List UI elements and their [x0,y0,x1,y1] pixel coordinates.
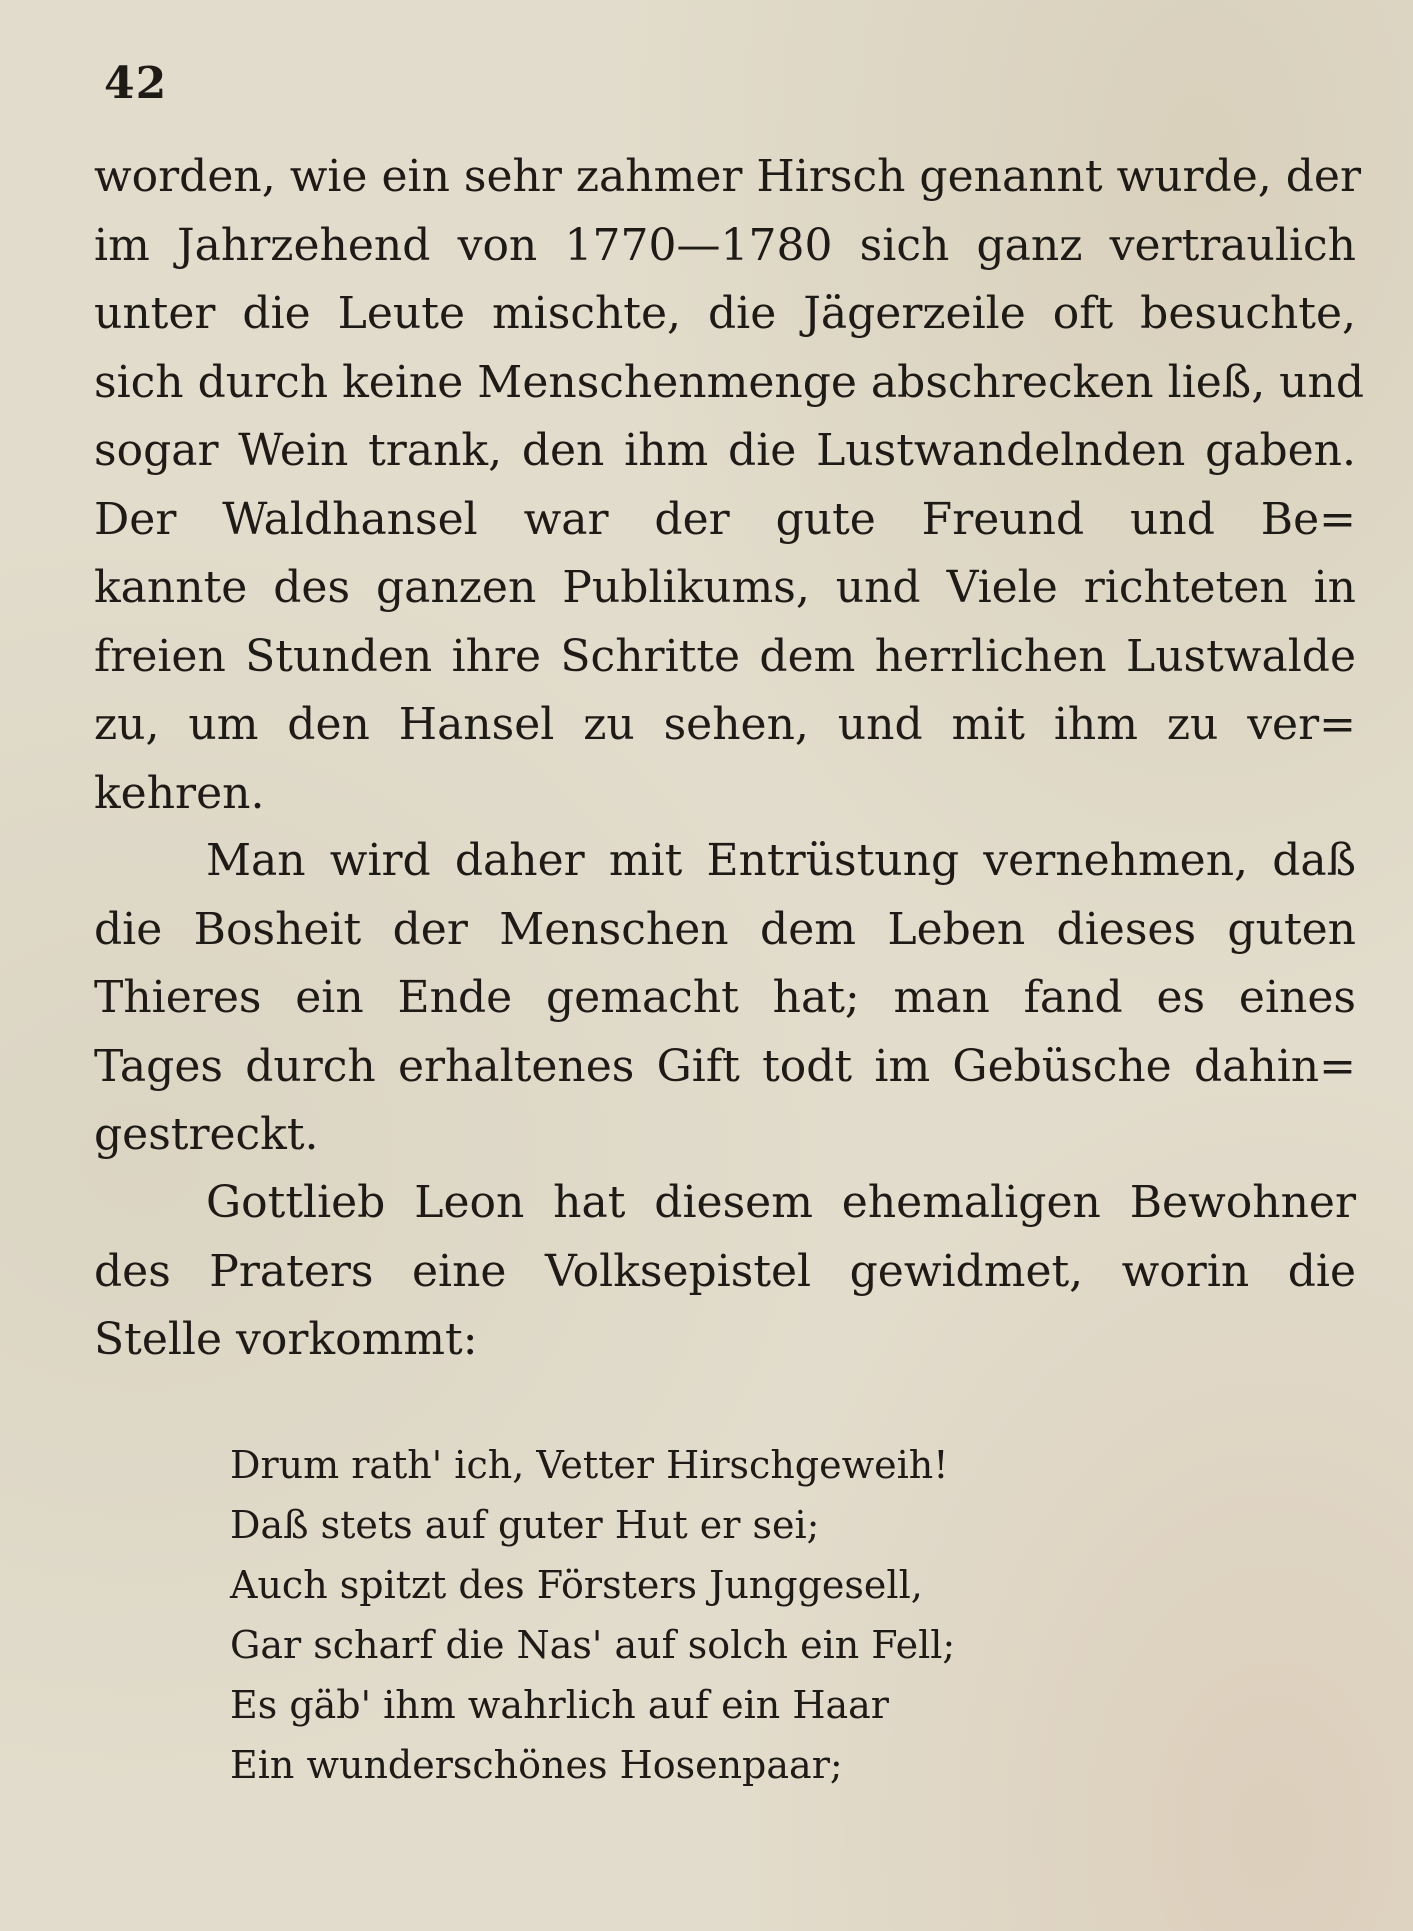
text-line: Man wird daher mit Entrüstung vernehmen, daß [206,835,1356,886]
page-number: 42 [104,58,168,109]
text-line: Thieres ein Ende gemacht hat; man fand es eines [94,972,1356,1023]
paragraph-3 [94,1169,1356,1375]
text-line: sogar Wein trank, den ihm die Lustwandelnden gaben. [94,425,1356,476]
verse-line: Es gäb' ihm wahrlich auf ein Haar [230,1683,889,1727]
text-line: Der Waldhansel war der gute Freund und Be= [94,493,1356,545]
verse-line: Gar scharf die Nas' auf solch ein Fell; [230,1623,956,1667]
text-line: Stelle vorkommt: [94,1314,478,1365]
text-line: unter die Leute mischte, die Jägerzeile oft besuchte, [94,288,1356,339]
text-line: gestreckt. [94,1109,319,1160]
verse-line: Auch spitzt des Försters Junggesell, [230,1563,923,1607]
text-line: zu, um den Hansel zu sehen, und mit ihm zu ver= [94,699,1356,750]
verse-line: Drum rath' ich, Vetter Hirschgeweih! [230,1443,949,1487]
verse-block [230,1435,955,1795]
paragraph-1 [94,143,1365,828]
verse-line: Daß stets auf guter Hut er sei; [230,1503,820,1547]
text-line: freien Stunden ihre Schritte dem herrlichen Lustwalde [94,630,1356,682]
text-line: im Jahrzehend von 1770—1780 sich ganz vertraulich [94,219,1356,271]
text-line: Gottlieb Leon hat diesem ehemaligen Bewohner [206,1177,1356,1228]
text-line: des Praters eine Volksepistel gewidmet, worin die [94,1245,1356,1297]
text-line: die Bosheit der Menschen dem Leben dieses guten [94,903,1356,955]
text-line: kannte des ganzen Publikums, und Viele richteten in [94,562,1356,613]
text-line: Tages durch erhaltenes Gift todt im Gebüsche dahin= [94,1040,1356,1092]
text-line: sich durch keine Menschenmenge abschrecken ließ, und [94,356,1365,408]
paragraph-2 [94,827,1356,1170]
verse-line: Ein wunderschönes Hosenpaar; [230,1743,843,1787]
text-line: worden, wie ein sehr zahmer Hirsch genannt wurde, der [94,151,1361,202]
text-line: kehren. [94,767,265,819]
